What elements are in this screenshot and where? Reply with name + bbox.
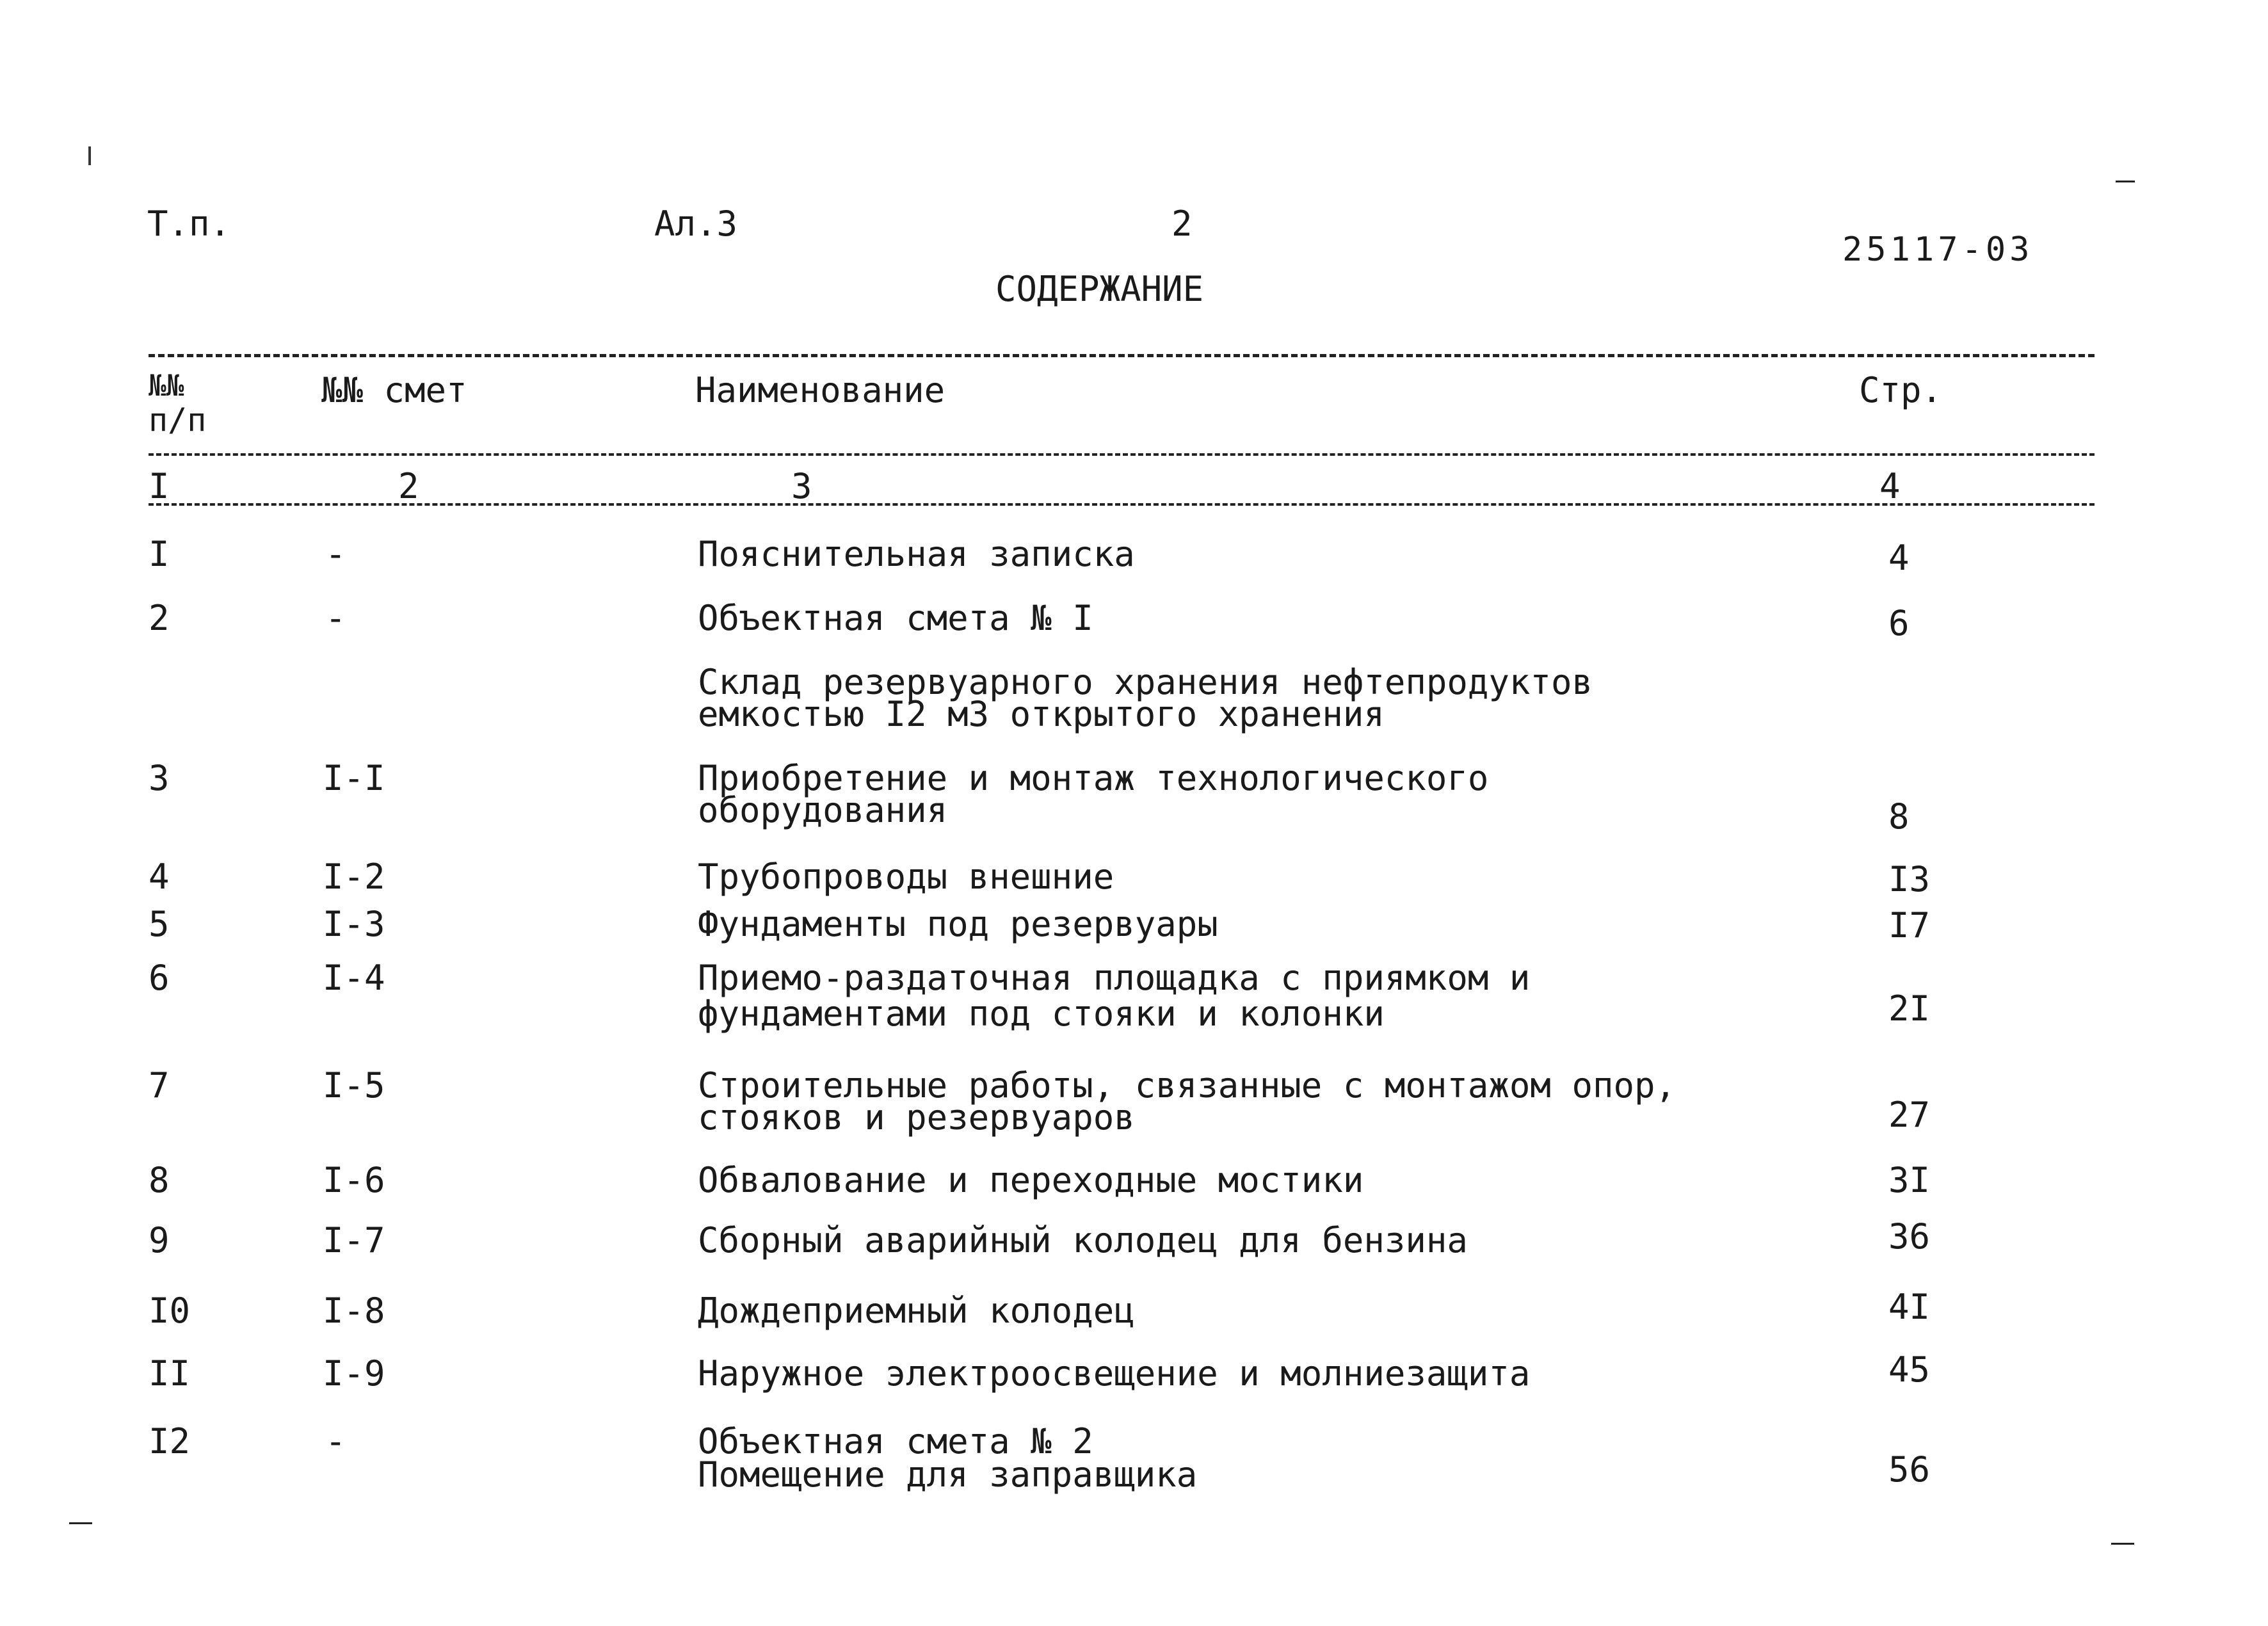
row-estimate: I-I <box>323 758 385 798</box>
column-numbers-rule <box>149 503 2095 506</box>
row-name: Объектная смета № I <box>698 598 1093 638</box>
corner-mark-bottom-left <box>69 1522 92 1524</box>
row-num: 6 <box>149 958 170 998</box>
header-name: Наименование <box>695 370 945 410</box>
header-num-line2: п/п <box>149 401 207 439</box>
row-estimate: I-2 <box>323 857 385 897</box>
row-estimate: I-7 <box>323 1220 385 1260</box>
header-estimate: №№ смет <box>321 370 467 410</box>
column-number-3: 3 <box>791 466 812 506</box>
row-name: Склад резервуарного хранения нефтепродуктов <box>698 662 1593 702</box>
row-num: 8 <box>149 1160 170 1200</box>
row-name: Дождеприемный колодец <box>698 1291 1135 1331</box>
doc-number: 25117-03 <box>1842 230 2034 269</box>
row-num: 5 <box>149 904 170 944</box>
row-estimate: - <box>325 534 346 574</box>
row-estimate: I-4 <box>323 958 385 998</box>
corner-mark-top-left: ǀ <box>82 142 98 172</box>
row-num: I2 <box>149 1421 191 1461</box>
row-estimate: I-8 <box>323 1291 385 1331</box>
row-name: Приобретение и монтаж технологического <box>698 758 1489 798</box>
row-name: Объектная смета № 2 <box>698 1421 1093 1461</box>
row-num: 2 <box>149 598 170 638</box>
row-name: Строительные работы, связанные с монтажом опор, <box>698 1065 1677 1106</box>
row-estimate: I-3 <box>323 904 385 944</box>
header-bottom-rule <box>149 453 2095 456</box>
row-name: Фундаменты под резервуары <box>698 904 1218 944</box>
row-page: 8 <box>1888 796 1910 837</box>
row-name: Наружное электроосвещение и молниезащита <box>698 1353 1531 1394</box>
row-page: 36 <box>1888 1216 1931 1257</box>
row-num: 9 <box>149 1220 170 1260</box>
row-page: 27 <box>1888 1095 1931 1135</box>
row-page: 45 <box>1888 1349 1931 1390</box>
row-num: II <box>149 1353 191 1394</box>
row-page: 56 <box>1888 1449 1931 1490</box>
header-page: Стр. <box>1859 370 1943 410</box>
row-name-line2: стояков и резервуаров <box>698 1097 1135 1138</box>
column-number-1: I <box>149 466 170 506</box>
page-number: 2 <box>1171 204 1193 244</box>
row-estimate: I-5 <box>323 1065 385 1106</box>
corner-mark-top-right <box>2116 181 2135 182</box>
column-number-4: 4 <box>1879 466 1901 506</box>
row-name-line2: фундаментами под стояки и колонки <box>698 994 1385 1034</box>
row-name: Обвалование и переходные мостики <box>698 1160 1364 1200</box>
row-name-line2: емкостью I2 м3 открытого хранения <box>698 694 1385 734</box>
row-num: 7 <box>149 1065 170 1106</box>
row-page: I3 <box>1888 859 1931 899</box>
column-number-2: 2 <box>398 466 419 506</box>
table-top-rule <box>149 354 2095 357</box>
row-num: 4 <box>149 857 170 897</box>
row-page: I7 <box>1888 905 1931 946</box>
album-label: Ал.3 <box>654 204 738 244</box>
row-estimate: I-9 <box>323 1353 385 1394</box>
row-page: 2I <box>1888 988 1931 1029</box>
row-page: 6 <box>1888 603 1910 643</box>
row-num: 3 <box>149 758 170 798</box>
row-name: Трубопроводы внешние <box>698 857 1114 897</box>
row-name-line2: оборудования <box>698 790 948 830</box>
row-estimate: - <box>325 1421 346 1461</box>
row-num: I0 <box>149 1291 191 1331</box>
row-estimate: - <box>325 598 346 638</box>
row-page: 3I <box>1888 1160 1931 1200</box>
row-page: 4I <box>1888 1287 1931 1327</box>
row-name-line2: Помещение для заправщика <box>698 1454 1198 1495</box>
page-title: СОДЕРЖАНИЕ <box>995 269 1204 309</box>
corner-mark-bottom-right <box>2111 1543 2134 1545</box>
row-estimate: I-6 <box>323 1160 385 1200</box>
row-num: I <box>149 534 170 574</box>
row-name: Сборный аварийный колодец для бензина <box>698 1220 1468 1260</box>
row-name: Пояснительная записка <box>698 534 1135 574</box>
row-page: 4 <box>1888 538 1910 578</box>
doc-type-label: Т.п. <box>147 204 231 244</box>
row-name: Приемо-раздаточная площадка с приямком и <box>698 958 1531 998</box>
header-num-line1: №№ <box>149 368 184 403</box>
